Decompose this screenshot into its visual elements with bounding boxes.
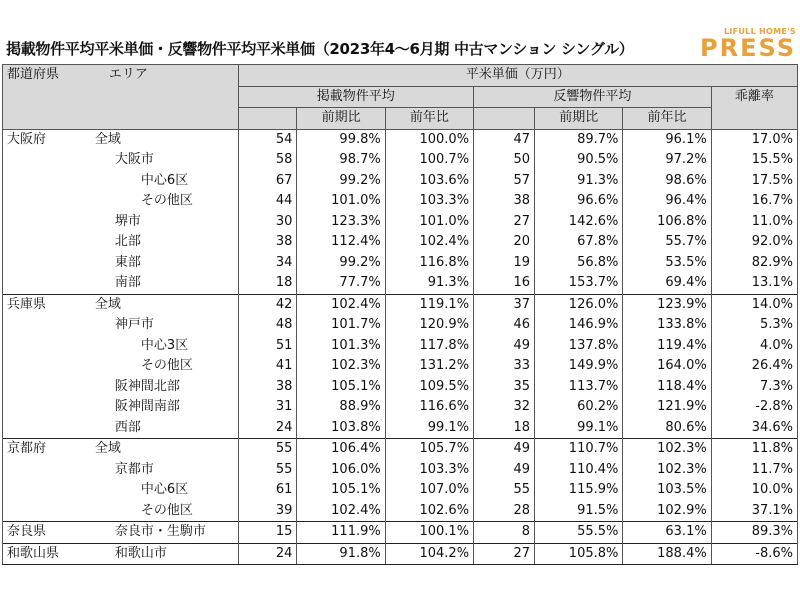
cell-listed-price: 44 [238, 191, 297, 212]
logo-brand-text: LIFULL HOME'S [723, 27, 796, 36]
cell-listed-qoq: 99.8% [297, 129, 385, 150]
table-row [3, 129, 798, 150]
cell-listed-yoy: 101.0% [385, 212, 473, 233]
cell-response-yoy: 102.9% [623, 501, 711, 522]
logo-press-text: PRESS [700, 34, 796, 62]
cell-divergence: 89.3% [711, 522, 797, 544]
cell-divergence: 7.3% [711, 377, 797, 398]
cell-response-yoy: 63.1% [623, 522, 711, 544]
cell-area: 阪神間南部 [93, 397, 238, 418]
cell-response-yoy: 133.8% [623, 315, 711, 336]
header [0, 0, 800, 64]
cell-listed-price: 18 [238, 273, 297, 294]
cell-response-yoy: 106.8% [623, 212, 711, 233]
cell-response-price: 38 [474, 191, 535, 212]
cell-listed-yoy: 99.1% [385, 418, 473, 439]
cell-area: 中心6区 [93, 171, 238, 192]
cell-response-price: 27 [474, 212, 535, 233]
cell-response-price: 20 [474, 232, 535, 253]
cell-area: 大阪市 [93, 150, 238, 171]
cell-divergence: 13.1% [711, 273, 797, 294]
cell-response-qoq: 153.7% [535, 273, 623, 294]
cell-listed-price: 15 [238, 522, 297, 544]
table-row [3, 273, 798, 294]
header-listed-yoy: 前年比 [385, 108, 473, 130]
cell-prefecture [3, 273, 93, 294]
cell-response-yoy: 55.7% [623, 232, 711, 253]
cell-prefecture [3, 397, 93, 418]
cell-listed-price: 67 [238, 171, 297, 192]
cell-response-price: 55 [474, 480, 535, 501]
cell-response-price: 16 [474, 273, 535, 294]
cell-area: 中心6区 [93, 480, 238, 501]
table-row [3, 150, 798, 171]
cell-response-qoq: 113.7% [535, 377, 623, 398]
cell-listed-yoy: 116.8% [385, 253, 473, 274]
cell-response-yoy: 98.6% [623, 171, 711, 192]
cell-listed-qoq: 101.3% [297, 336, 385, 357]
table-row [3, 418, 798, 439]
cell-listed-price: 24 [238, 543, 297, 565]
cell-area: 全域 [93, 439, 238, 460]
cell-response-yoy: 123.9% [623, 294, 711, 315]
cell-listed-yoy: 103.6% [385, 171, 473, 192]
cell-listed-qoq: 102.4% [297, 294, 385, 315]
cell-prefecture [3, 253, 93, 274]
table-row [3, 253, 798, 274]
cell-listed-qoq: 102.3% [297, 356, 385, 377]
table-row [3, 294, 798, 315]
cell-response-qoq: 91.3% [535, 171, 623, 192]
cell-response-price: 46 [474, 315, 535, 336]
cell-divergence: 11.0% [711, 212, 797, 233]
table-row [3, 397, 798, 418]
cell-response-qoq: 55.5% [535, 522, 623, 544]
cell-listed-yoy: 100.7% [385, 150, 473, 171]
cell-prefecture: 兵庫県 [3, 294, 93, 315]
cell-area: その他区 [93, 501, 238, 522]
cell-response-qoq: 105.8% [535, 543, 623, 565]
cell-response-yoy: 103.5% [623, 480, 711, 501]
cell-prefecture [3, 232, 93, 253]
cell-response-price: 49 [474, 439, 535, 460]
cell-divergence: 17.0% [711, 129, 797, 150]
cell-listed-qoq: 91.8% [297, 543, 385, 565]
cell-listed-yoy: 120.9% [385, 315, 473, 336]
cell-listed-qoq: 111.9% [297, 522, 385, 544]
cell-listed-price: 34 [238, 253, 297, 274]
cell-listed-price: 55 [238, 460, 297, 481]
cell-listed-price: 31 [238, 397, 297, 418]
table-row [3, 543, 798, 565]
cell-listed-yoy: 91.3% [385, 273, 473, 294]
cell-response-qoq: 96.6% [535, 191, 623, 212]
cell-response-qoq: 115.9% [535, 480, 623, 501]
cell-prefecture [3, 418, 93, 439]
cell-divergence: 14.0% [711, 294, 797, 315]
cell-prefecture: 奈良県 [3, 522, 93, 544]
cell-area: 南部 [93, 273, 238, 294]
cell-response-qoq: 126.0% [535, 294, 623, 315]
cell-listed-yoy: 119.1% [385, 294, 473, 315]
cell-response-price: 49 [474, 336, 535, 357]
cell-divergence: 11.8% [711, 439, 797, 460]
cell-divergence: 15.5% [711, 150, 797, 171]
cell-prefecture [3, 191, 93, 212]
cell-response-yoy: 69.4% [623, 273, 711, 294]
cell-area: 全域 [93, 294, 238, 315]
cell-divergence: 10.0% [711, 480, 797, 501]
cell-listed-yoy: 102.4% [385, 232, 473, 253]
cell-listed-price: 58 [238, 150, 297, 171]
table-row [3, 232, 798, 253]
cell-prefecture [3, 315, 93, 336]
cell-divergence: 4.0% [711, 336, 797, 357]
header-response-value [474, 108, 535, 130]
cell-listed-yoy: 100.0% [385, 129, 473, 150]
cell-listed-price: 41 [238, 356, 297, 377]
cell-listed-yoy: 107.0% [385, 480, 473, 501]
header-listed-value [238, 108, 297, 130]
price-table [2, 64, 798, 565]
cell-listed-price: 54 [238, 129, 297, 150]
cell-listed-qoq: 77.7% [297, 273, 385, 294]
table-row [3, 501, 798, 522]
cell-listed-yoy: 103.3% [385, 191, 473, 212]
cell-response-qoq: 142.6% [535, 212, 623, 233]
cell-divergence: 11.7% [711, 460, 797, 481]
cell-listed-qoq: 106.4% [297, 439, 385, 460]
cell-listed-qoq: 88.9% [297, 397, 385, 418]
cell-response-yoy: 96.4% [623, 191, 711, 212]
cell-response-qoq: 67.8% [535, 232, 623, 253]
cell-response-qoq: 90.5% [535, 150, 623, 171]
cell-response-price: 28 [474, 501, 535, 522]
page-title: 掲載物件平均平米単価・反響物件平均平米単価（2023年4～6月期 中古マンション シングル） [6, 40, 634, 58]
header-response-yoy: 前年比 [623, 108, 711, 130]
cell-response-yoy: 118.4% [623, 377, 711, 398]
cell-prefecture: 和歌山県 [3, 543, 93, 565]
cell-listed-qoq: 98.7% [297, 150, 385, 171]
cell-response-yoy: 119.4% [623, 336, 711, 357]
table-row [3, 480, 798, 501]
cell-listed-price: 39 [238, 501, 297, 522]
cell-listed-yoy: 105.7% [385, 439, 473, 460]
cell-response-qoq: 146.9% [535, 315, 623, 336]
cell-response-qoq: 110.7% [535, 439, 623, 460]
cell-prefecture: 京都府 [3, 439, 93, 460]
cell-listed-yoy: 116.6% [385, 397, 473, 418]
cell-prefecture [3, 336, 93, 357]
cell-area: 和歌山市 [93, 543, 238, 565]
cell-response-yoy: 80.6% [623, 418, 711, 439]
table-row [3, 171, 798, 192]
cell-divergence: 5.3% [711, 315, 797, 336]
cell-listed-yoy: 103.3% [385, 460, 473, 481]
cell-divergence: 17.5% [711, 171, 797, 192]
cell-area: 堺市 [93, 212, 238, 233]
cell-listed-yoy: 100.1% [385, 522, 473, 544]
header-prefecture: 都道府県 [3, 65, 93, 130]
cell-area: 阪神間北部 [93, 377, 238, 398]
cell-prefecture [3, 377, 93, 398]
cell-listed-qoq: 99.2% [297, 253, 385, 274]
cell-divergence: -8.6% [711, 543, 797, 565]
cell-listed-price: 55 [238, 439, 297, 460]
table-row [3, 356, 798, 377]
cell-divergence: 92.0% [711, 232, 797, 253]
cell-listed-price: 61 [238, 480, 297, 501]
cell-listed-qoq: 102.4% [297, 501, 385, 522]
cell-listed-yoy: 102.6% [385, 501, 473, 522]
cell-divergence: -2.8% [711, 397, 797, 418]
cell-listed-yoy: 131.2% [385, 356, 473, 377]
cell-divergence: 26.4% [711, 356, 797, 377]
cell-response-qoq: 91.5% [535, 501, 623, 522]
cell-response-qoq: 110.4% [535, 460, 623, 481]
cell-area: 奈良市・生駒市 [93, 522, 238, 544]
cell-prefecture [3, 212, 93, 233]
cell-listed-qoq: 112.4% [297, 232, 385, 253]
cell-response-price: 49 [474, 460, 535, 481]
cell-listed-qoq: 123.3% [297, 212, 385, 233]
cell-area: 神戸市 [93, 315, 238, 336]
cell-listed-qoq: 103.8% [297, 418, 385, 439]
cell-area: その他区 [93, 356, 238, 377]
cell-listed-yoy: 109.5% [385, 377, 473, 398]
table-row [3, 212, 798, 233]
header-listed-qoq: 前期比 [297, 108, 385, 130]
cell-listed-price: 51 [238, 336, 297, 357]
header-divergence: 乖離率 [711, 86, 797, 129]
cell-divergence: 34.6% [711, 418, 797, 439]
cell-response-qoq: 56.8% [535, 253, 623, 274]
cell-listed-qoq: 101.0% [297, 191, 385, 212]
table-body [3, 65, 798, 565]
cell-divergence: 37.1% [711, 501, 797, 522]
cell-listed-price: 30 [238, 212, 297, 233]
cell-response-price: 8 [474, 522, 535, 544]
table-row [3, 522, 798, 544]
cell-listed-qoq: 105.1% [297, 377, 385, 398]
cell-response-price: 27 [474, 543, 535, 565]
cell-prefecture: 大阪府 [3, 129, 93, 150]
cell-area: 西部 [93, 418, 238, 439]
header-listed-avg: 掲載物件平均 [238, 86, 474, 108]
cell-prefecture [3, 356, 93, 377]
cell-response-yoy: 96.1% [623, 129, 711, 150]
cell-listed-price: 48 [238, 315, 297, 336]
cell-area: 全域 [93, 129, 238, 150]
cell-divergence: 82.9% [711, 253, 797, 274]
cell-prefecture [3, 501, 93, 522]
table-row [3, 336, 798, 357]
cell-response-qoq: 137.8% [535, 336, 623, 357]
cell-response-price: 37 [474, 294, 535, 315]
cell-response-yoy: 102.3% [623, 439, 711, 460]
cell-listed-qoq: 105.1% [297, 480, 385, 501]
header-unit-price: 平米単価（万円） [238, 65, 797, 87]
cell-listed-price: 38 [238, 377, 297, 398]
cell-response-price: 19 [474, 253, 535, 274]
header-response-avg: 反響物件平均 [474, 86, 712, 108]
cell-area: 中心3区 [93, 336, 238, 357]
cell-divergence: 16.7% [711, 191, 797, 212]
cell-prefecture [3, 150, 93, 171]
cell-listed-price: 24 [238, 418, 297, 439]
cell-response-yoy: 121.9% [623, 397, 711, 418]
cell-listed-qoq: 106.0% [297, 460, 385, 481]
header-row-1 [3, 65, 798, 87]
cell-listed-price: 42 [238, 294, 297, 315]
cell-response-qoq: 99.1% [535, 418, 623, 439]
lifull-press-logo [700, 27, 796, 63]
cell-response-price: 32 [474, 397, 535, 418]
cell-prefecture [3, 480, 93, 501]
cell-response-price: 57 [474, 171, 535, 192]
cell-response-price: 33 [474, 356, 535, 377]
cell-listed-yoy: 104.2% [385, 543, 473, 565]
cell-prefecture [3, 460, 93, 481]
cell-response-price: 47 [474, 129, 535, 150]
header-area: エリア [93, 65, 238, 130]
cell-listed-price: 38 [238, 232, 297, 253]
cell-prefecture [3, 171, 93, 192]
table-row [3, 439, 798, 460]
cell-response-qoq: 89.7% [535, 129, 623, 150]
cell-area: その他区 [93, 191, 238, 212]
cell-listed-yoy: 117.8% [385, 336, 473, 357]
table-row [3, 191, 798, 212]
cell-response-yoy: 164.0% [623, 356, 711, 377]
cell-area: 京都市 [93, 460, 238, 481]
cell-response-yoy: 53.5% [623, 253, 711, 274]
cell-response-yoy: 188.4% [623, 543, 711, 565]
cell-response-yoy: 97.2% [623, 150, 711, 171]
cell-area: 東部 [93, 253, 238, 274]
cell-response-price: 18 [474, 418, 535, 439]
table-row [3, 460, 798, 481]
cell-response-yoy: 102.3% [623, 460, 711, 481]
cell-area: 北部 [93, 232, 238, 253]
cell-response-qoq: 60.2% [535, 397, 623, 418]
cell-listed-qoq: 101.7% [297, 315, 385, 336]
header-response-qoq: 前期比 [535, 108, 623, 130]
table-row [3, 377, 798, 398]
cell-response-qoq: 149.9% [535, 356, 623, 377]
cell-listed-qoq: 99.2% [297, 171, 385, 192]
table-row [3, 315, 798, 336]
cell-response-price: 50 [474, 150, 535, 171]
cell-response-price: 35 [474, 377, 535, 398]
